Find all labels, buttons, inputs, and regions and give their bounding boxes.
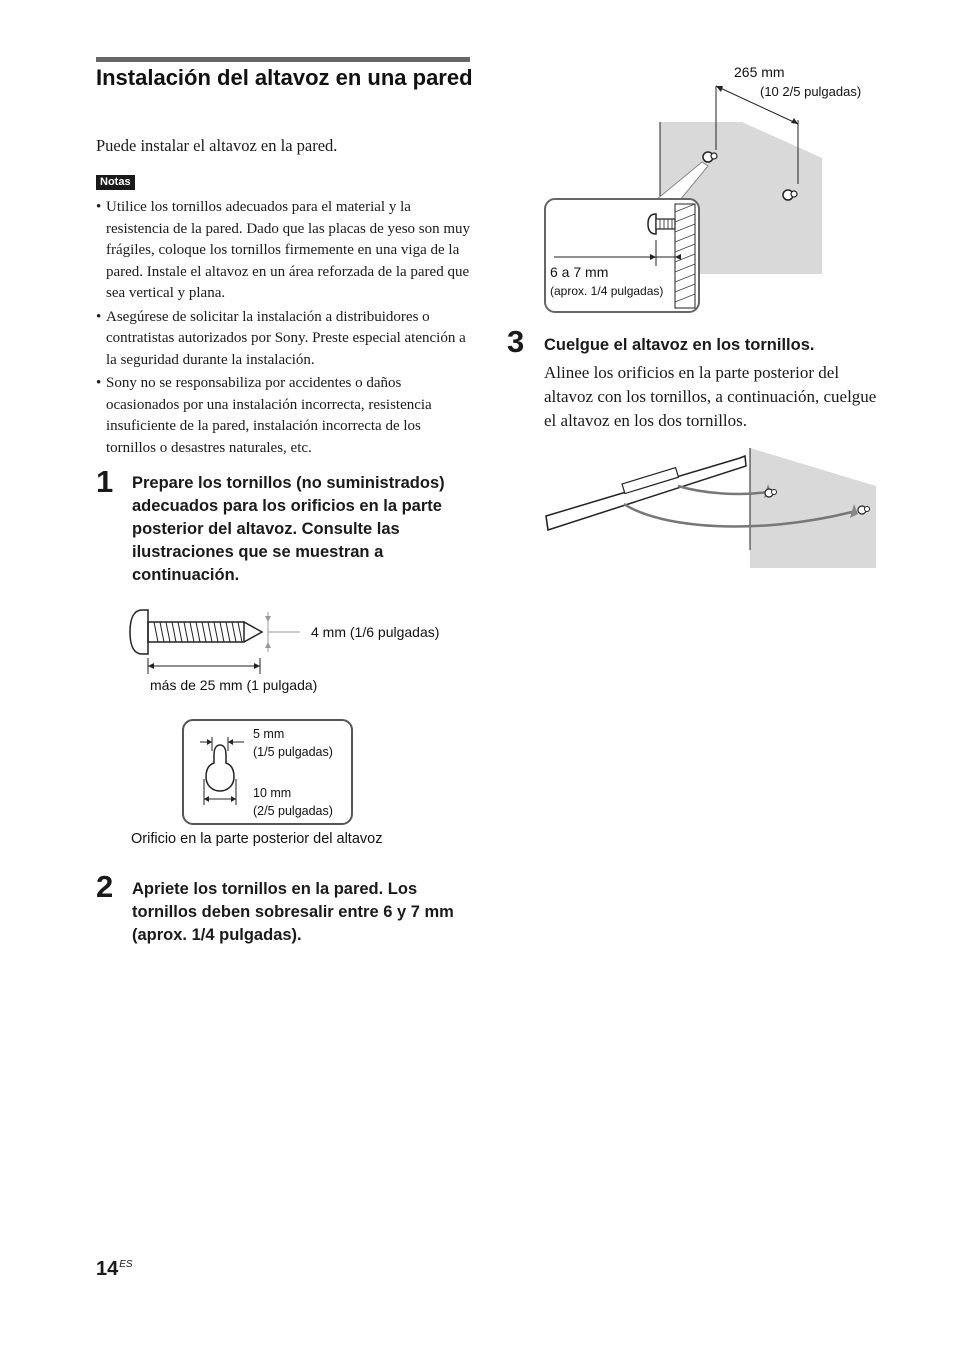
hole-small-label-1: 5 mm [253, 727, 285, 741]
protrude-label-1: 6 a 7 mm [550, 264, 609, 280]
notes-list [96, 197, 474, 461]
note-item: • Utilice los tornillos adecuados para el material y la resistencia de la pared. Dado que las placas de yeso son muy frágiles, coloque los tornillos firmemente en una viga de la pared. Instale el altavoz en un área reforzada de la pared que sea vertical y plana. [96, 197, 474, 305]
hole-caption: Orificio en la parte posterior del altavoz [131, 831, 383, 847]
page-number-value: 14 [96, 1258, 119, 1280]
screw-diameter-label: 4 mm (1/6 pulgadas) [311, 624, 440, 640]
screw-spacing-label-1: 265 mm [734, 64, 785, 80]
screw-diagram [120, 600, 320, 680]
screw-length-label: más de 25 mm (1 pulgada) [150, 677, 318, 693]
hole-small-label-2: (1/5 pulgadas) [253, 745, 333, 759]
page-number [96, 1258, 133, 1281]
page-language: ES [119, 1259, 133, 1270]
step-1-text: Prepare los tornillos (no suministrados) adecuados para los orificios en la parte posterior del altavoz. Consulte las ilustraciones que se muestran a continuación. [132, 474, 445, 584]
section-title: Instalación del altavoz en una pared [96, 65, 473, 90]
step-2-text: Apriete los tornillos en la pared. Los tornillos deben sobresalir entre 6 y 7 mm (aprox. 1/4 pulgadas). [132, 880, 454, 944]
note-item: • Asegúrese de solicitar la instalación a distribuidores o contratistas autorizados por Sony. Preste especial atención a la seguridad durante la instalación. [96, 307, 474, 372]
note-item: • Sony no se responsabiliza por accidentes o daños ocasionados por una instalación incorrecta, resistencia insuficiente de la pared, instalación incorrecta de los tornillos o desastres naturales, etc. [96, 373, 474, 459]
protrude-label-2: (aprox. 1/4 pulgadas) [550, 284, 664, 298]
step-3-number: 3 [507, 324, 525, 359]
notes-badge: Notas [96, 175, 135, 190]
hole-large-label-2: (2/5 pulgadas) [253, 804, 333, 818]
intro-text: Puede instalar el altavoz en la pared. [96, 136, 338, 155]
step-1-number: 1 [96, 464, 114, 499]
step-2-number: 2 [96, 869, 114, 904]
step-3-text: Cuelgue el altavoz en los tornillos. [544, 336, 815, 354]
screw-spacing-label-2: (10 2/5 pulgadas) [760, 84, 862, 99]
speaker-hanging-diagram [540, 446, 880, 570]
hole-large-label-1: 10 mm [253, 786, 292, 800]
step-3-body: Alinee los orificios en la parte posterior del altavoz con los tornillos, a continuación, cuelgue el altavoz en los dos tornillos. [544, 363, 877, 430]
section-rule [96, 57, 470, 62]
